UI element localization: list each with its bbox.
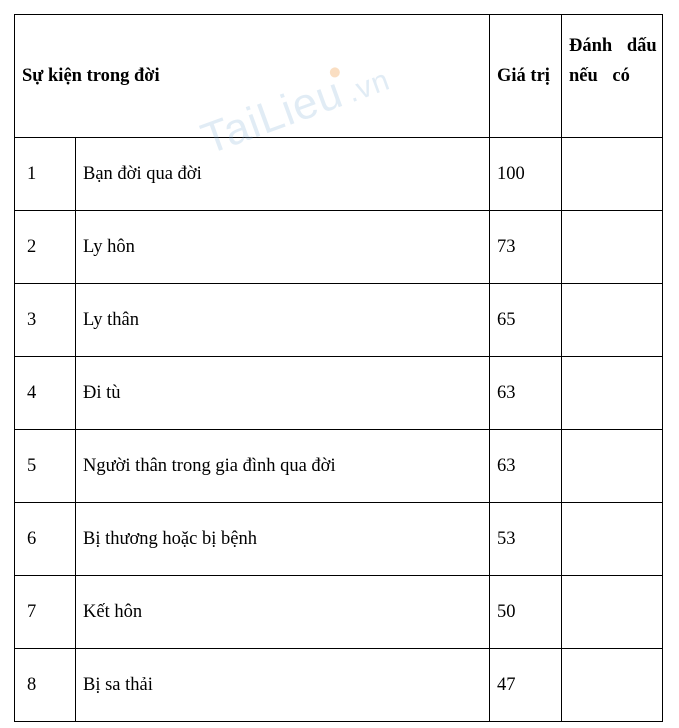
- row-number: 6: [15, 503, 76, 576]
- life-events-table: [14, 14, 663, 722]
- row-event: Đi tù: [76, 357, 490, 430]
- row-value: 100: [490, 138, 562, 211]
- row-mark-cell[interactable]: [562, 649, 663, 722]
- watermark-brand: TaiLieu: [195, 67, 350, 165]
- row-mark-cell[interactable]: [562, 576, 663, 649]
- row-number: 2: [15, 211, 76, 284]
- row-mark-cell[interactable]: [562, 503, 663, 576]
- header-mark: Đánh dấu nếu có: [562, 15, 663, 138]
- row-number: 8: [15, 649, 76, 722]
- row-event: Bạn đời qua đời: [76, 138, 490, 211]
- header-value: Giá trị: [490, 15, 562, 138]
- row-number: 5: [15, 430, 76, 503]
- row-event: Kết hôn: [76, 576, 490, 649]
- watermark-domain: .vn: [342, 63, 395, 110]
- table-row: [15, 357, 663, 430]
- header-event: Sự kiện trong đời: [15, 15, 490, 138]
- row-event: Người thân trong gia đình qua đời: [76, 430, 490, 503]
- table-row: [15, 284, 663, 357]
- table-row: [15, 576, 663, 649]
- row-number: 4: [15, 357, 76, 430]
- table-row: [15, 138, 663, 211]
- row-mark-cell[interactable]: [562, 357, 663, 430]
- row-value: 47: [490, 649, 562, 722]
- row-number: 3: [15, 284, 76, 357]
- row-value: 63: [490, 357, 562, 430]
- row-number: 7: [15, 576, 76, 649]
- row-value: 53: [490, 503, 562, 576]
- row-mark-cell[interactable]: [562, 211, 663, 284]
- table-row: [15, 503, 663, 576]
- table-row: [15, 211, 663, 284]
- row-event: Ly thân: [76, 284, 490, 357]
- row-event: Ly hôn: [76, 211, 490, 284]
- table-row: [15, 430, 663, 503]
- table-row: [15, 649, 663, 722]
- row-value: 50: [490, 576, 562, 649]
- table-header-row: [15, 15, 663, 138]
- row-event: Bị sa thải: [76, 649, 490, 722]
- row-event: Bị thương hoặc bị bệnh: [76, 503, 490, 576]
- row-value: 65: [490, 284, 562, 357]
- row-value: 63: [490, 430, 562, 503]
- row-number: 1: [15, 138, 76, 211]
- row-mark-cell[interactable]: [562, 430, 663, 503]
- row-mark-cell[interactable]: [562, 284, 663, 357]
- row-value: 73: [490, 211, 562, 284]
- row-mark-cell[interactable]: [562, 138, 663, 211]
